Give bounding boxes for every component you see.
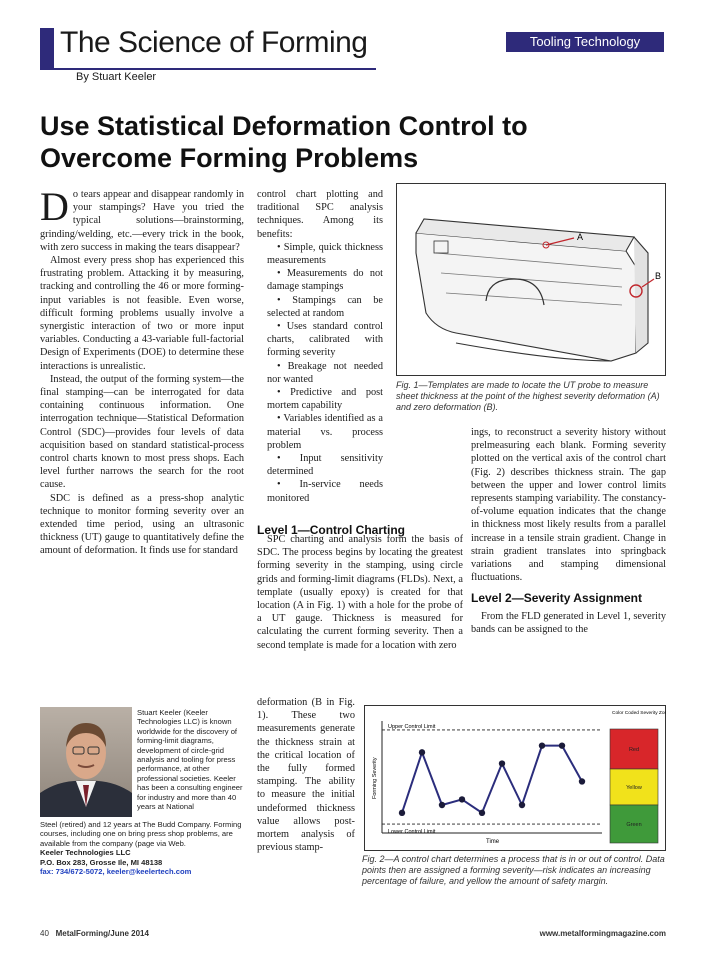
column-2-narrow (257, 696, 355, 908)
ucl-label: Upper Control Limit (388, 723, 436, 730)
data-point (539, 742, 545, 748)
footer-page (40, 929, 149, 938)
department-bar (40, 28, 54, 68)
paragraph: control chart plotting and traditional SPC analysis techniques. Among its benefits: (257, 189, 383, 240)
magazine-issue: MetalForming/June 2014 (55, 929, 149, 938)
label-b: B (655, 271, 662, 281)
column-2-lower (257, 533, 463, 696)
benefit-item: • Simple, quick thickness measurements (267, 241, 383, 267)
data-point (579, 778, 585, 784)
data-point (499, 760, 505, 766)
paragraph: SPC charting and analysis form the basis of SDC. The process begins by locating the greatest forming severity in the stamping, using circle grids and forming-limit diagrams (FLDs). Next, a template (usually epoxy) is created for that location (A in Fig. 1) with a hole for the probe of a UT gauge. Thickness is measured for calculating the current forming severity. Then a second template is made for a location with zero (257, 534, 463, 651)
bio-contact-link[interactable]: fax: 734/672-5072, keeler@keelertech.com (40, 867, 192, 877)
benefit-item: • Measurements do not damage stampings (267, 268, 383, 293)
figure-2-control-chart (364, 705, 666, 851)
zone-legend-title: Color Coded Severity Zone (612, 711, 666, 716)
page-number: 40 (40, 929, 49, 938)
byline: By Stuart Keeler (76, 71, 157, 83)
footer-url[interactable]: www.metalformingmagazine.com (539, 929, 666, 938)
bio-company: Keeler Technologies LLC (40, 848, 131, 858)
article-headline: Use Statistical Deformation Control to Overcome Forming Problems (40, 111, 528, 173)
author-bio: Stuart Keeler (Keeler Technologies LLC) is known worldwide for the discovery of forming-limit diagrams, development of circle-grid analysis and tooling for press performance, at other professional societies. Keeler has been a consulting engineer for industry and more than 40 years at National (137, 708, 243, 812)
benefit-item: • Uses standard control charts, calibrated with forming severity (267, 321, 383, 359)
paragraph: Almost every press shop has experienced this frustrating problem. Attacking it by measuring, tracking and controlling the 46 or more forming-input variables is not feasible. Even worse, difficult forming problems usually involve a synergistic interaction of two or more input variables. Conducting a 43-variable full-factorial Design of Experiments (DOE) to determine these interactions is unrealistic. (40, 255, 244, 372)
y-axis-label: Forming Severity (372, 757, 378, 799)
data-point (519, 802, 525, 808)
figure-2-caption: Fig. 2—A control chart determines a process that is in or out of control. Data points then are assigned a forming severity—risk indicates an increasing percentage of failure, and yellow the amount of safety margin. (362, 854, 665, 886)
department-title: The Science of Forming (60, 26, 368, 59)
benefits-list (257, 241, 383, 505)
paragraph: From the FLD generated in Level 1, severity bands can be assigned to the (471, 610, 666, 635)
severity-zone-label: Yellow (626, 785, 642, 791)
label-a: A (577, 232, 584, 242)
author-photo (40, 707, 132, 817)
benefit-item: • Breakage not needed nor wanted (267, 360, 383, 385)
paragraph-continued: deformation (B in Fig. 1). These two measurements generate the thickness strain at the critical location of the fully formed stamping. The ability to measure the initial undeformed thickness value allows post-mortem analysis of previous stamp- (257, 697, 355, 854)
severity-zone-label: Red (628, 747, 640, 753)
benefit-item: • Predictive and post mortem capability (267, 387, 383, 412)
column-2 (257, 188, 383, 505)
data-point (399, 810, 405, 816)
column-3 (471, 426, 666, 636)
author-bio-continued: Steel (retired) and 12 years at The Budd Company. Forming courses, including one on bring press shop problems, are available from the company (page via Web. Keeler Technologies LLC P.O. Box 283, Grosse Ile, MI 48138 fax: 734/672-5072, keeler@keelertech.com (40, 820, 246, 876)
paragraph: SDC is defined as a press-shop analytic technique to monitor forming severity over an extended time period, using an ultrasonic thickness (UT) gauge to quantitatively define the amount of deformation. It finds use for standard (40, 492, 244, 557)
figure-1-truck-bed (396, 183, 666, 376)
column-1 (40, 184, 244, 558)
benefit-item: • In-service needs monitored (267, 479, 383, 504)
bio-address: P.O. Box 283, Grosse Ile, MI 48138 (40, 857, 163, 867)
benefit-item: • Variables identified as a material vs. process problem (267, 413, 383, 451)
figure-1-caption: Fig. 1—Templates are made to locate the UT probe to measure sheet thickness at the point of the highest severity deformation (A) and zero deformation (B). (396, 380, 660, 412)
x-axis-label: Time (486, 839, 500, 845)
department-rule (40, 68, 376, 70)
data-point (479, 810, 485, 816)
paragraph: ings, to reconstruct a severity history without prelmeasuring each blank. Forming severity plotted on the vertical axis of the control chart (Fig. 2) describes thickness strain. The gap between the upper and lower control limits represents stamping variability. The constancy-of-volume equation indicates that the change in thickness most likely results from a parallel increase in a tensile strain gradient. Change in strain gradient translates into springback variations and stamping dimensional fluctuations. (471, 427, 666, 584)
data-point (559, 742, 565, 748)
benefit-item: • Stampings can be selected at random (267, 294, 383, 319)
data-point (459, 796, 465, 802)
severity-zone-label: Green (626, 822, 642, 828)
level2-heading: Level 2—Severity Assignment (471, 591, 642, 606)
data-point (439, 802, 445, 808)
section-tag: Tooling Technology (506, 32, 664, 52)
data-point (419, 749, 425, 755)
level1-heading: Level 1—Control Charting (257, 523, 406, 537)
intro-paragraph: Do tears appear and disappear randomly in your stampings? Have you tried the typical solutions—brainstorming, grinding/welding, etc.—every trick in the book, with zero success in making the tears disappear? (40, 184, 244, 253)
benefit-item: • Input sensitivity determined (267, 453, 383, 478)
paragraph: Instead, the output of the forming system—the final stamping—can be interrogated for data containing continuous information. One interrogation technique—Statistical Deformation Control (SDC)—provides four levels of data acquisition based on standard statistical-process control charts known to most press shops. Each level further narrows the search for the root cause. (40, 373, 244, 491)
lcl-label: Lower Control Limit (388, 829, 436, 836)
drop-cap: D (40, 184, 69, 229)
